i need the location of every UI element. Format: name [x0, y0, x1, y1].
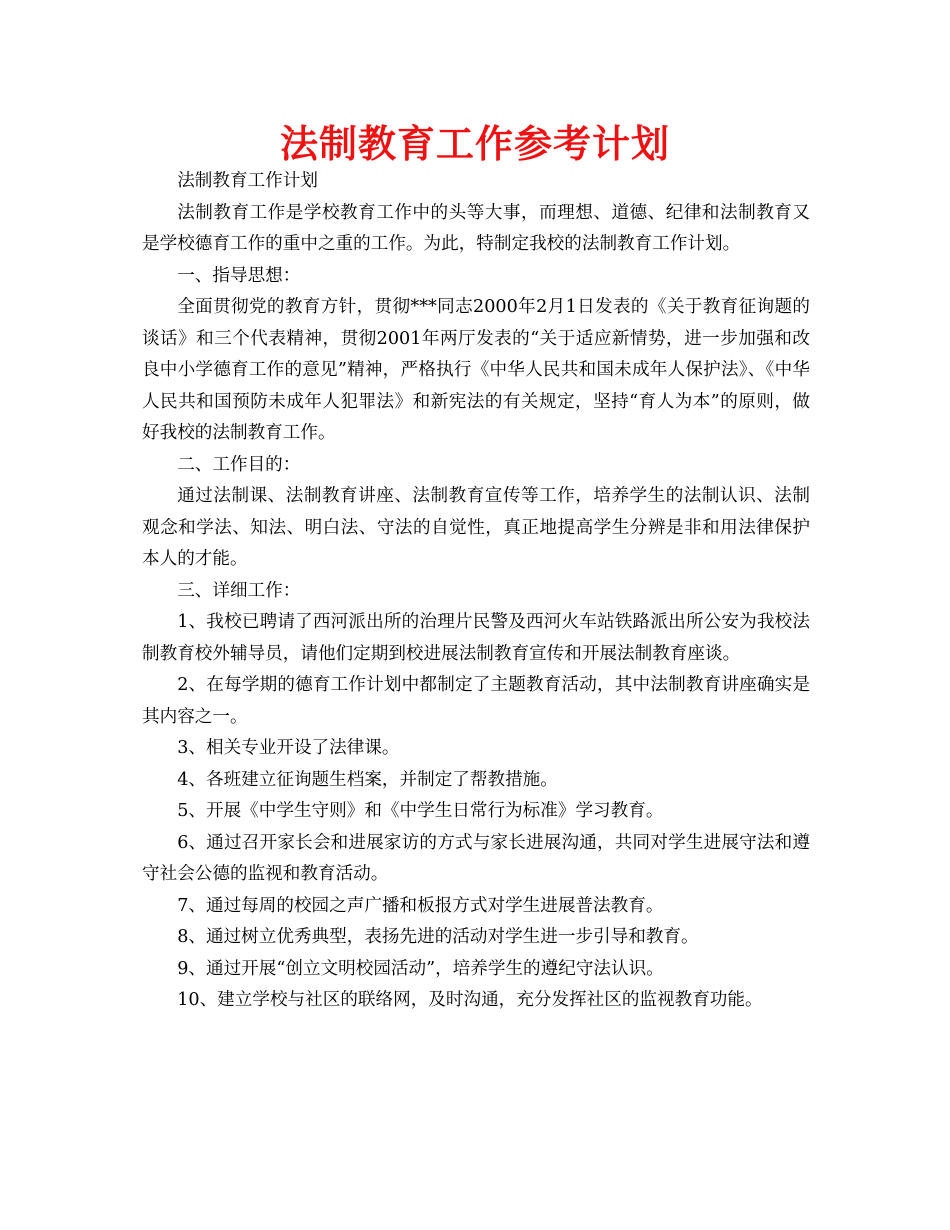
list-item: 2、在每学期的德育工作计划中都制定了主题教育活动，其中法制教育讲座确实是其内容之一。: [142, 675, 810, 727]
paragraph: 通过法制课、法制教育讲座、法制教育宣传等工作，培养学生的法制认识、法制观念和学法、知法、明白法、守法的自觉性，真正地提高学生分辨是非和用法律保护本人的才能。: [142, 486, 810, 569]
list-item: 7、通过每周的校园之声广播和板报方式对学生进展普法教育。: [177, 895, 664, 916]
list-item: 3、相关专业开设了法律课。: [177, 738, 400, 758]
list-item: 1、我校已聘请了西河派出所的治理片民警及西河火车站铁路派出所公安为我校法制教育校外辅导员，请他们定期到校进展法制教育宣传和开展法制教育座谈。: [142, 612, 810, 664]
list-item: 5、开展《中学生守则》和《中学生日常行为标准》学习教育。: [177, 801, 664, 821]
list-item: 6、通过召开家长会和进展家访的方式与家长进展沟通，共同对学生进展守法和遵守社会公德的监视和教育活动。: [142, 832, 810, 884]
list-item: 10、建立学校与社区的联络网，及时沟通，充分发挥社区的监视教育功能。: [177, 990, 763, 1010]
paragraph: 法制教育工作计划: [177, 171, 318, 191]
list-item: 4、各班建立征询题生档案，并制定了帮教措施。: [177, 769, 558, 790]
document-title: 法制教育工作参考计划: [279, 122, 670, 166]
section-heading: 一、指导思想：: [177, 265, 301, 286]
section-heading: 二、工作目的：: [177, 454, 301, 475]
document-body: [142, 166, 810, 1017]
section-heading: 三、详细工作：: [177, 580, 301, 601]
list-item: 8、通过树立优秀典型，表扬先进的活动对学生进一步引导和教育。: [177, 927, 699, 947]
list-item: 9、通过开展“创立文明校园活动”，培养学生的遵纪守法认识。: [177, 958, 664, 979]
paragraph: 法制教育工作是学校教育工作中的头等大事，而理想、道德、纪律和法制教育又是学校德育工作的重中之重的工作。为此，特制定我校的法制教育工作计划。: [142, 202, 810, 254]
paragraph: 全面贯彻党的教育方针，贯彻***同志2000年2月1日发表的《关于教育征询题的谈话》和三个代表精神，贯彻2001年两厅发表的“关于适应新情势，进一步加强和改良中小学德育工作的意见”精神，严格执行《中华人民共和国未成年人保护法》、《中华人民共和国预防未成年人犯罪法》和新宪法的有关规定，坚持“育人为本”的原则，做好我校的法制教育工作。: [142, 297, 810, 443]
